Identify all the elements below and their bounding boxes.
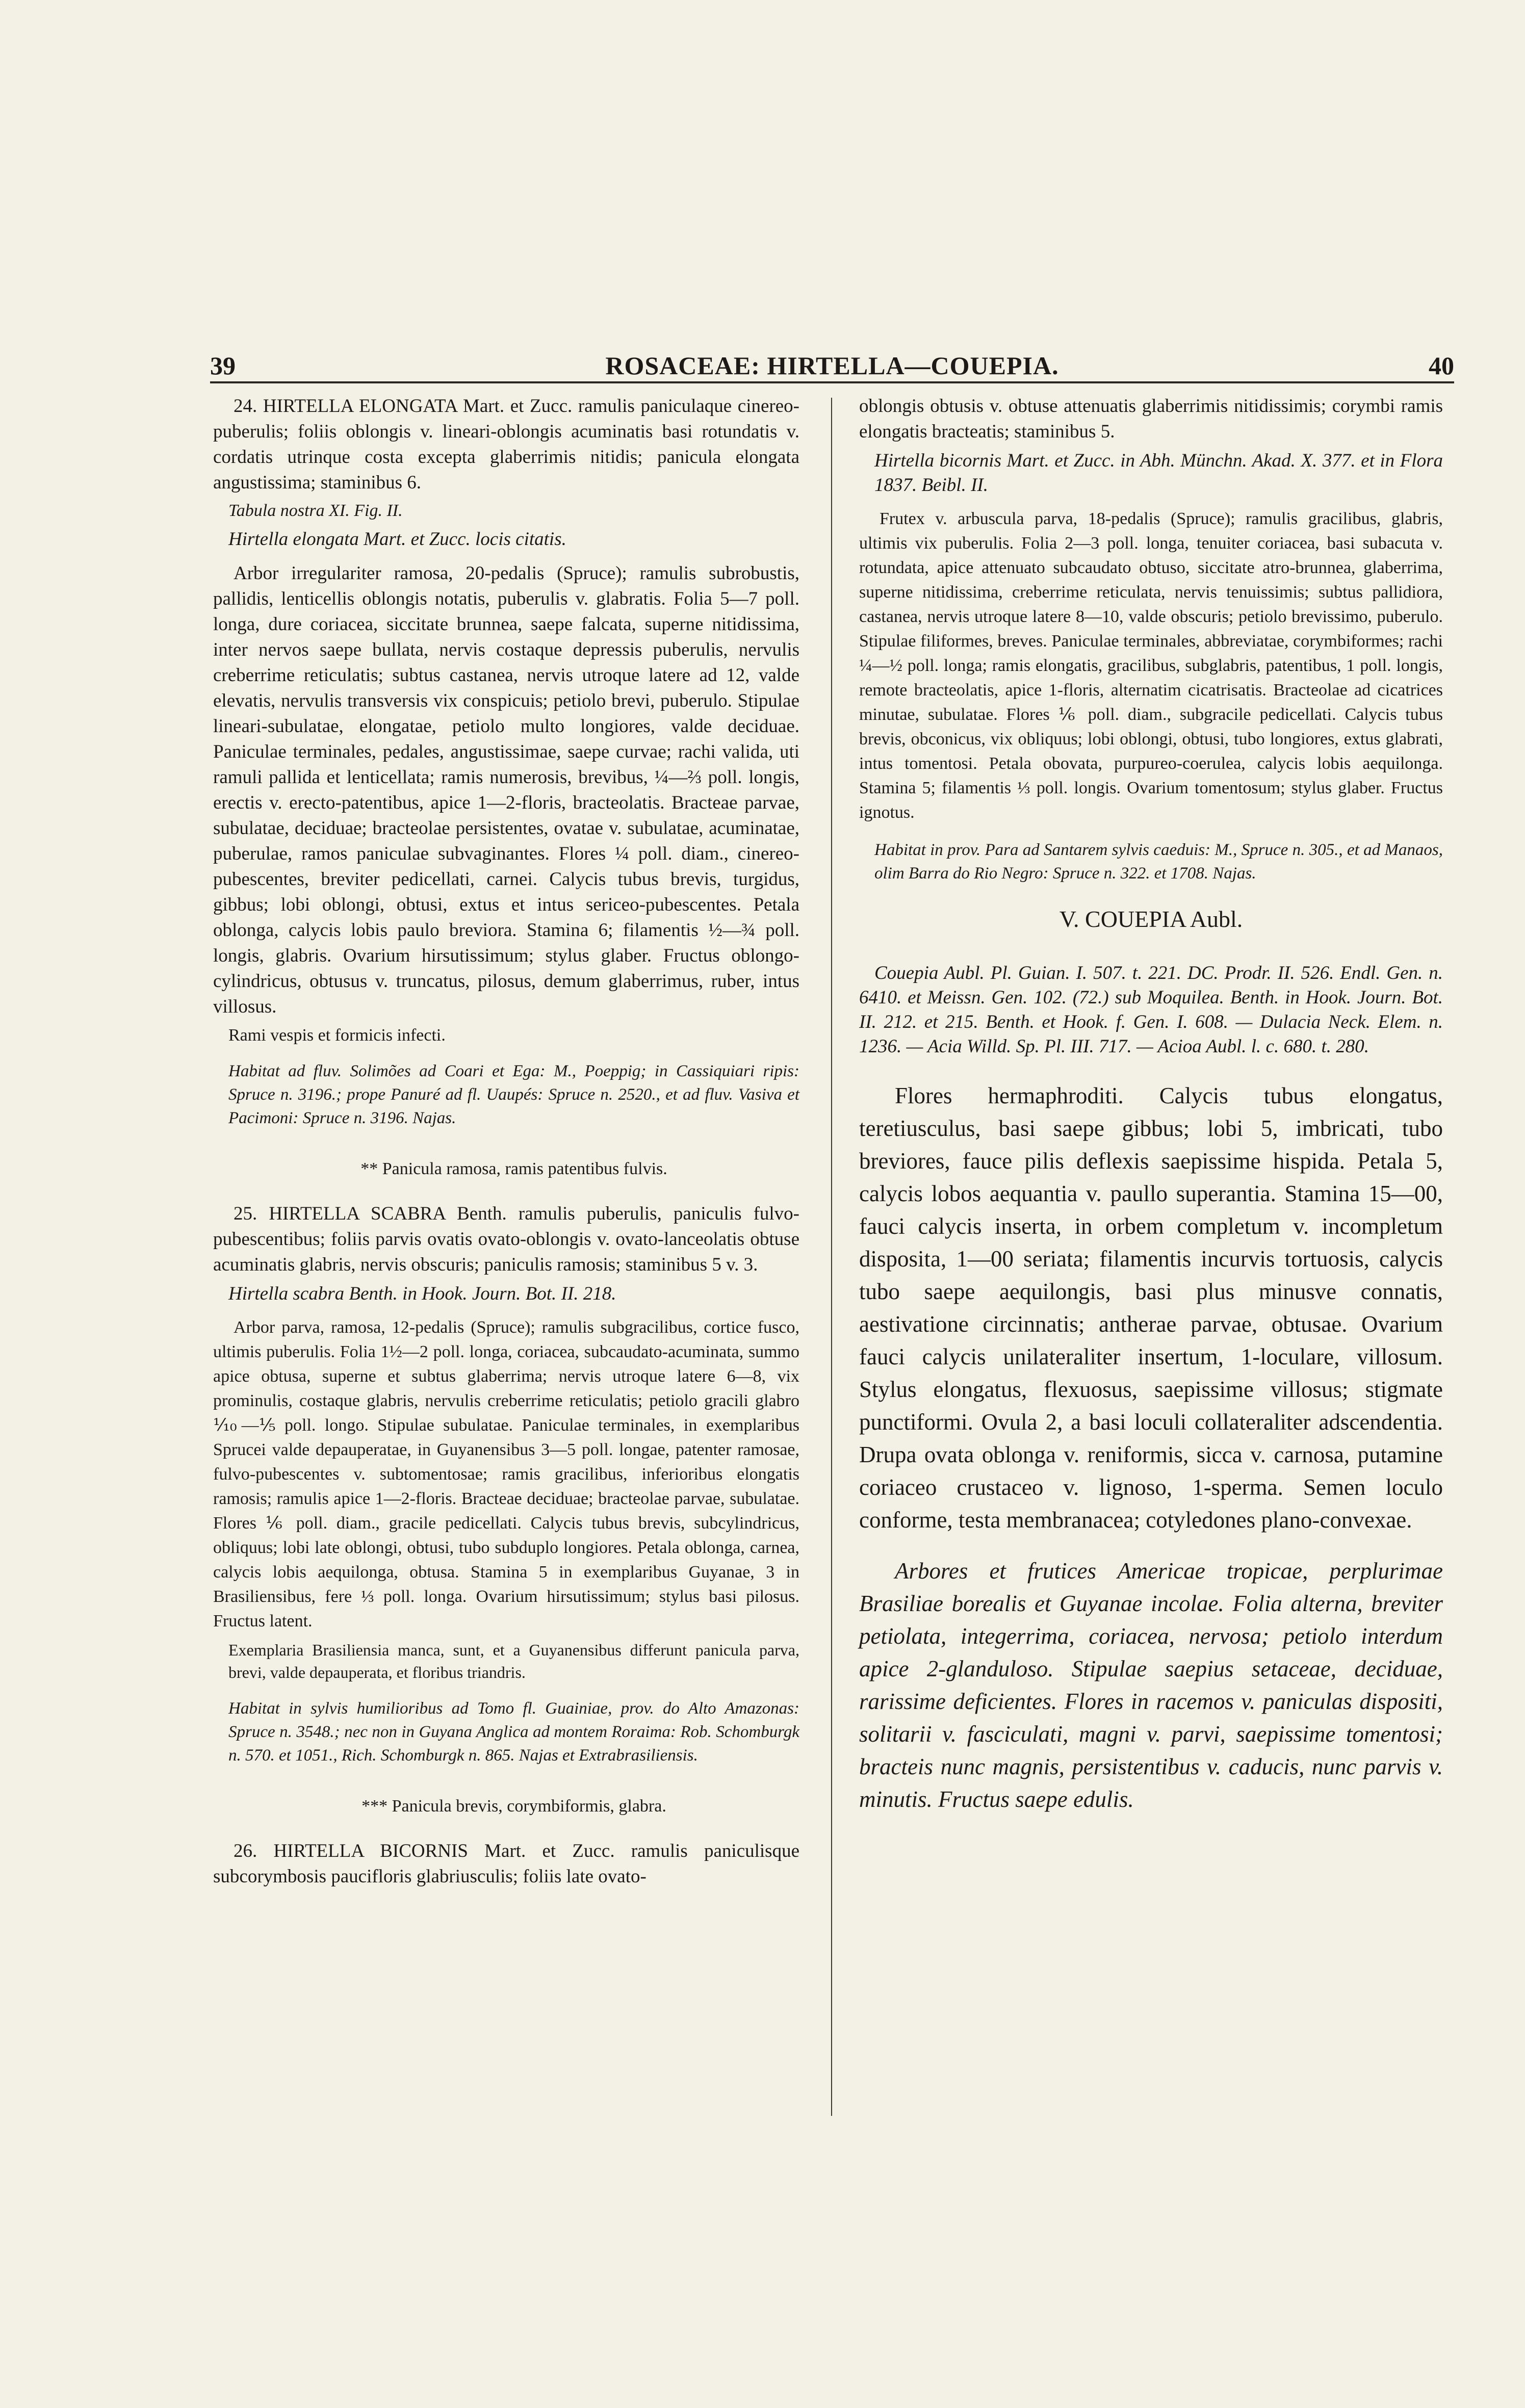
species-26-description: Frutex v. arbuscula parva, 18-pedalis (Spruce); ramulis gracilibus, glabris, ultimis vix puberulis. Folia 2—3 poll. longa, tenuiter coriacea, basi subacuta v. rotundata, apice attenuato subcaudato obtuso, siccitate atro-brunnea, glaberrima, superne nitidissima, creberrime reticulata, nervis tenuissimis; subtus pallidiora, castanea, nervis utroque latere 8—10, valde obscuris; petiolo brevissimo, puberulo. Stipulae filiformes, breves. Paniculae terminales, abbreviatae, corymbiformes; rachi ¼—½ poll. longa; ramis elongatis, gracilibus, subglabris, patentibus, 1 poll. longis, remote bracteolatis, apice 1-floris, alternatim cicatrisatis. Bracteolae ad cicatrices minutae, subulatae. Flores ⅙ poll. diam., subgracile pedicellati. Calycis tubus brevis, obconicus, vix obliquus; lobi oblongi, obtusi, tubo longiores, extus glabrati, intus tomentosi. Petala obovata, purpureo-coerulea, calycis lobis aequilonga. Stamina 5; filamentis ⅓ poll. longis. Ovarium tomentosum; stylus glaber. Fructus ignotus.: [859, 509, 1443, 822]
column-divider: [831, 398, 832, 2116]
genus-habit: Arbores et frutices Americae tropicae, perplurimae Brasiliae borealis et Guyanae incolae. Folia alterna, breviter petiolata, integerrima, coriacea, nervosa; petiolo interdum apice 2-glanduloso. Stipulae saepius setaceae, deciduae, rarissime deficientes. Flores in racemos v. paniculas dispositi, solitarii v. fasciculati, magni v. parvi, saepissime tomentosi; bracteis nunc magnis, persistentibus v. caducis, nunc parvis v. minutis. Fructus saepe edulis.: [859, 1558, 1443, 1812]
species-24-plate: Tabula nostra XI. Fig. II.: [228, 501, 403, 520]
species-24-note: Rami vespis et formicis infecti.: [228, 1026, 446, 1045]
species-25-habitat: Habitat in sylvis humilioribus ad Tomo fl. Guainiae, prov. do Alto Amazonas: Spruce n. 3548.; nec non in Guyana Anglica ad montem Roraima: Rob. Schomburgk n. 570. et 1051., Rich. Schomburgk n. 865. Najas et Extrabrasiliensis.: [228, 1699, 799, 1765]
species-26-habitat: Habitat in prov. Para ad Santarem sylvis caeduis: M., Spruce n. 305., et ad Manaos, olim Barra do Rio Negro: Spruce n. 322. et 1708. Najas.: [874, 841, 1443, 883]
left-column: [213, 394, 799, 1889]
species-24-habitat: Habitat ad fluv. Solimões ad Coari et Ega: M., Poeppig; in Cassiquiari ripis: Spruce n. 3196.; prope Panuré ad fl. Uaupés: Spruce n. 2520., et ad fluv. Vasiva et Pacimoni: Spruce n. 3196. Najas.: [228, 1062, 799, 1127]
species-24-synonym: Hirtella elongata Mart. et Zucc. locis citatis.: [228, 529, 566, 550]
species-25-description: Arbor parva, ramosa, 12-pedalis (Spruce); ramulis subgracilibus, cortice fusco, ultimis puberulis. Folia 1½—2 poll. longa, coriacea, subcaudato-acuminata, summo apice obtusa, superne et subtus glaberrima; nervis utroque latere 6—8, vix prominulis, costaque glabris, nervulis creberrime reticulatis; petiolo gracili glabro ⅒—⅕ poll. longo. Stipulae subulatae. Paniculae terminales, in exemplaribus Sprucei valde depauperatae, in Guyanensibus 3—5 poll. longae, patenter ramosae, fulvo-pubescentes v. subtomentosae; ramis gracilibus, inferioribus elongatis ramosis; ramulis apice 1—2-floris. Bracteae deciduae; bracteolae parvae, subulatae. Flores ⅙ poll. diam., gracile pedicellati. Calycis tubus brevis, subcylindricus, obliquus; lobi late oblongi, obtusi, tubo subduplo longiores. Petala oblonga, carnea, calycis lobis aequilonga, obtusa. Stamina 5 in exemplaribus Guyanae, 3 in Brasiliensibus, fere ⅓ poll. longa. Ovarium hirsutissimum; stylus basi pilosus. Fructus latent.: [213, 1318, 799, 1630]
species-26-diagnosis-start: 26. HIRTELLA BICORNIS Mart. et Zucc. ramulis paniculisque subcorymbosis paucifloris glabriusculis; foliis late ovato-: [213, 1841, 799, 1887]
species-24-diagnosis: 24. HIRTELLA ELONGATA Mart. et Zucc. ramulis paniculaque cinereo-puberulis; foliis oblongis v. lineari-oblongis acuminatis basi rotundatis v. cordatis utrinque costa excepta glaberrimis nitidis; panicula elongata angustissima; staminibus 6.: [213, 396, 799, 493]
species-25-note: Exemplaria Brasiliensia manca, sunt, et a Guyanensibus differunt panicula parva, brevi, valde depauperata, et floribus triandris.: [228, 1641, 799, 1681]
section-heading-3: *** Panicula brevis, corymbiformis, glabra.: [361, 1797, 666, 1816]
species-25-diagnosis: 25. HIRTELLA SCABRA Benth. ramulis puberulis, paniculis fulvo-pubescentibus; foliis parvis ovatis ovato-oblongis v. ovato-lanceolatis obtuse acuminatis glabris, nervis obscuris; paniculis ramosis; staminibus 5 v. 3.: [213, 1203, 799, 1275]
species-26-synonym: Hirtella bicornis Mart. et Zucc. in Abh. Münchn. Akad. X. 377. et in Flora 1837. Beibl. II.: [874, 450, 1443, 496]
section-heading-2: ** Panicula ramosa, ramis patentibus fulvis.: [360, 1159, 667, 1178]
species-25-synonym: Hirtella scabra Benth. in Hook. Journ. Bot. II. 218.: [228, 1283, 616, 1304]
species-24-description: Arbor irregulariter ramosa, 20-pedalis (Spruce); ramulis subrobustis, pallidis, lenticellis oblongis notatis, puberulis v. glabratis. Folia 5—7 poll. longa, dure coriacea, siccitate brunnea, saepe falcata, superne nitidissima, inter nervos saepe bullata, nervis costaque depressis puberulis, nervulis creberrime reticulatis; subtus castanea, nervis utroque latere ad 12, valde elevatis, nervulis transversis vix conspicuis; petiolo brevi, puberulo. Stipulae lineari-subulatae, elongatae, petiolo multo longiores, valde deciduae. Paniculae terminales, pedales, angustissimae, saepe curvae; rachi valida, uti ramuli pallida et lenticellata; ramis numerosis, brevibus, ¼—⅔ poll. longis, erectis v. erecto-patentibus, apice 1—2-floris, bracteolatis. Bracteae parvae, subulatae, deciduae; bracteolae persistentes, ovatae v. subulatae, acuminatae, puberulae, ramos paniculae subvaginantes. Flores ¼ poll. diam., cinereo-pubescentes, breviter pedicellati, carnei. Calycis tubus brevis, turgidus, gibbus; lobi oblongi, obtusi, extus et intus sericeo-pubescentes. Petala oblonga, calycis lobis paulo breviora. Stamina 6; filamentis ½—¾ poll. longis, glabris. Ovarium hirsutissimum; stylus glaber. Fructus oblongo-cylindricus, obtusus v. truncatus, pilosus, demum glaberrimus, ruber, intus villosus.: [213, 563, 799, 1017]
genus-references: Couepia Aubl. Pl. Guian. I. 507. t. 221. DC. Prodr. II. 526. Endl. Gen. n. 6410. et Meissn. Gen. 102. (72.) sub Moquilea. Benth. in Hook. Journ. Bot. II. 212. et 215. Benth. et Hook. f. Gen. I. 608. — Dulacia Neck. Elem. n. 1236. — Acia Willd. Sp. Pl. III. 717. — Acioa Aubl. l. c. 680. t. 280.: [859, 963, 1443, 1057]
header-title: ROSACEAE: HIRTELLA—COUEPIA.: [605, 351, 1059, 380]
header-rule: [210, 381, 1454, 383]
genus-description: Flores hermaphroditi. Calycis tubus elongatus, teretiusculus, basi saepe gibbus; lobi 5, imbricati, tubo breviores, fauce pilis deflexis saepissime hispida. Petala 5, calycis lobos aequantia v. paullo superantia. Stamina 15—00, fauci calycis inserta, in orbem completum v. incompletum disposita, 1—00 seriata; filamentis incurvis tortuosis, calycis tubo saepe aequilongis, basi plus minusve connatis, aestivatione circinnatis; antherae parvae, obtusae. Ovarium fauci calycis unilateraliter insertum, 1-loculare, villosum. Stylus elongatus, flexuosus, saepissime villosus; stigmate punctiformi. Ovula 2, a basi loculi collateraliter adscendentia. Drupa ovata oblonga v. reniformis, sicca v. carnosa, putamine coriaceo crustaceo v. lignoso, 1-sperma. Semen loculo conforme, testa membranacea; cotyledones plano-convexae.: [859, 1083, 1443, 1533]
species-26-diagnosis-continued: oblongis obtusis v. obtuse attenuatis glaberrimis nitidissimis; corymbi ramis elongatis bracteatis; staminibus 5.: [859, 396, 1443, 442]
page-number-right: 40: [1429, 351, 1454, 380]
genus-heading: V. COUEPIA Aubl.: [1059, 906, 1243, 932]
page-number-left: 39: [210, 351, 236, 380]
right-column: [859, 394, 1443, 1816]
